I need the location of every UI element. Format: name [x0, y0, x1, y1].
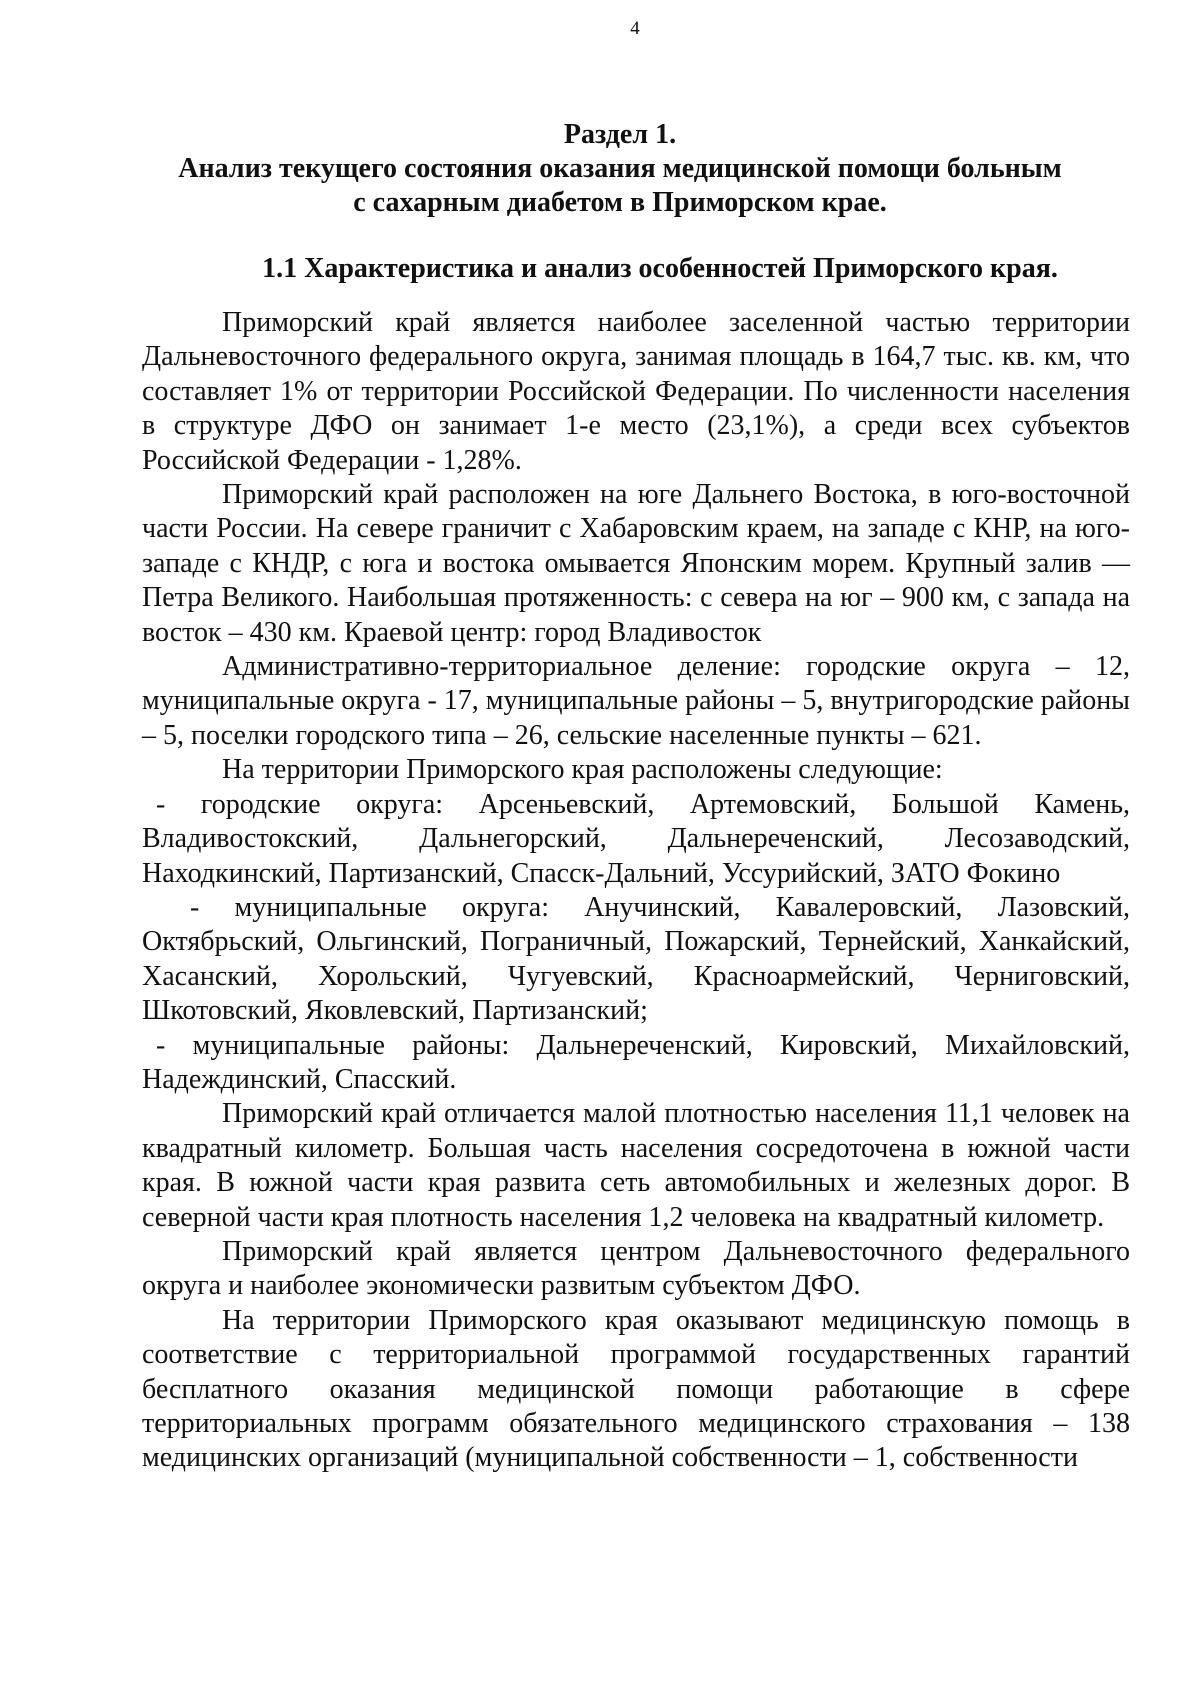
section-heading-line-3: с сахарным диабетом в Приморском крае.: [353, 187, 887, 218]
page-number: 4: [630, 18, 640, 39]
paragraph: На территории Приморского края расположены следующие:: [222, 754, 943, 786]
paragraph: Приморский край является центром Дальневосточного федерального округа и наиболее экономически развитым субъектом ДФО.: [142, 1235, 1130, 1302]
section-heading-line-2: Анализ текущего состояния оказания медицинской помощи больным: [178, 153, 1062, 184]
section-heading: [170, 118, 1070, 220]
paragraph: Приморский край отличается малой плотностью населения 11,1 человек на квадратный километр. Большая часть населения сосредоточена в южной части края. В южной части края развита сеть автомобильных и железных дорог. В северной части края плотность населения 1,2 человека на квадратный километр.: [142, 1098, 1130, 1233]
body-text: [142, 306, 1130, 1476]
section-heading-line-1: Раздел 1.: [563, 119, 677, 150]
paragraph: Приморский край является наиболее заселенной частью территории Дальневосточного федерального округа, занимая площадь в 164,7 тыс. кв. км, что составляет 1% от территории Российской Федерации. По численности населения в структуре ДФО он занимает 1-е место (23,1%), а среди всех субъектов Российской Федерации - 1,28%.: [142, 307, 1130, 476]
list-item-municipal-districts: - муниципальные округа: Анучинский, Кавалеровский, Лазовский, Октябрьский, Ольгинский, Пограничный, Пожарский, Тернейский, Ханкайский, Хасанский, Хорольский, Чугуевский, Красноармейский, Черниговский, Шкотовский, Яковлевский, Партизанский;: [142, 891, 1130, 1027]
list-item-city-districts: - городские округа: Арсеньевский, Артемовский, Большой Камень, Владивостокский, Дальнегорский, Дальнереченский, Лесозаводский, Находкинский, Партизанский, Спасск-Дальний, Уссурийский, ЗАТО Фокино: [142, 788, 1130, 889]
list-item-municipal-areas: - муниципальные районы: Дальнереченский, Кировский, Михайловский, Надеждинский, Спасский.: [142, 1029, 1130, 1095]
paragraph: Административно-территориальное деление: городские округа – 12, муниципальные округа - 17, муниципальные районы – 5, внутригородские районы – 5, поселки городского типа – 26, сельские населенные пункты – 621.: [142, 651, 1130, 751]
subsection-heading: 1.1 Характеристика и анализ особенностей Приморского края.: [262, 253, 1058, 284]
paragraph: Приморский край расположен на юге Дальнего Востока, в юго-восточной части России. На севере граничит с Хабаровским краем, на западе с КНР, на юго-западе с КНДР, с юга и востока омывается Японским морем. Крупный залив — Петра Великого. Наибольшая протяженность: с севера на юг – 900 км, с запада на восток – 430 км. Краевой центр: город Владивосток: [142, 479, 1130, 648]
paragraph: На территории Приморского края оказывают медицинскую помощь в соответствие с территориальной программой государственных гарантий бесплатного оказания медицинской помощи работающие в сфере территориальных программ обязательного медицинского страхования – 138 медицинских организаций (муниципальной собственности – 1, собственности: [142, 1304, 1130, 1474]
